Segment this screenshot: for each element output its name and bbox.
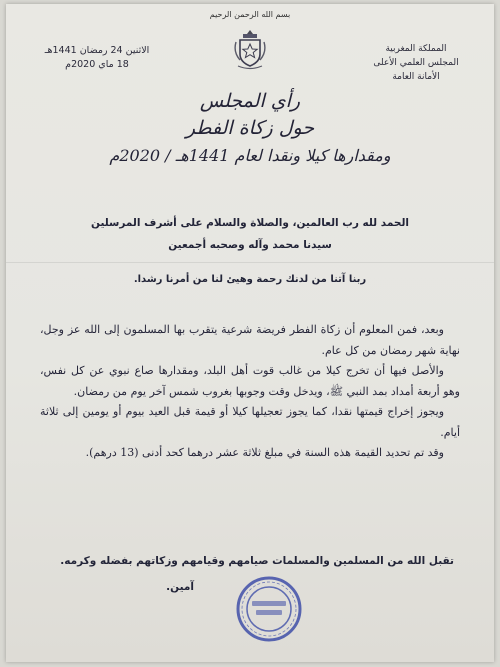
praise-line-2: سيدنا محمد وآله وصحبه أجمعين: [168, 239, 332, 251]
moroccan-emblem-icon: [232, 28, 268, 72]
document-body: [40, 320, 460, 464]
document-date: [32, 44, 162, 72]
basmala: بسم الله الرحمن الرحيم: [209, 10, 291, 19]
closing-amen: آمين.: [166, 581, 194, 593]
opening-praise: [6, 212, 494, 256]
paper-fold-line: [6, 262, 494, 263]
org-line-country: المملكة المغربية: [385, 44, 447, 54]
paragraph-cash: ويجوز إخراج قيمتها نقدا، كما يجوز تعجيلها كيلا أو قيمة قبل العيد بيوم أو يومين إلى ثلاثة أيام.: [40, 405, 460, 439]
document-title: [6, 90, 494, 180]
opening-supplication: ربنا آتنا من لدنك رحمة وهيئ لنا من أمرنا رشدا.: [133, 274, 367, 285]
official-stamp-icon: [234, 574, 304, 644]
praise-line-1: الحمد لله رب العالمين، والصلاة والسلام على أشرف المرسلين: [91, 217, 409, 229]
title-line-amount: ومقدارها كيلا ونقدا لعام 1441هـ / 2020م: [109, 146, 391, 165]
organization-header: [356, 42, 476, 84]
document-page: [6, 4, 494, 662]
date-hijri: الاثنين 24 رمضان 1441هـ: [44, 45, 150, 56]
paragraph-rule: والأصل فيها أن تخرج كيلا من غالب قوت أهل البلد، ومقدارها صاع نبوي عن كل نفس، وهو أربعة أمداد بمد النبي ﷺ، ويدخل وقت وجوبها بغروب شمس آخر يوم من رمضان.: [40, 364, 460, 398]
paragraph-intro: وبعد، فمن المعلوم أن زكاة الفطر فريضة شرعية يتقرب بها المسلمون إلى الله عز وجل، نهاية شهر رمضان من كل عام.: [40, 323, 460, 357]
paragraph-amount: وقد تم تحديد القيمة هذه السنة في مبلغ ثلاثة عشر درهما كحد أدنى (13 درهم).: [85, 446, 444, 459]
org-line-council: المجلس العلمي الأعلى: [373, 58, 459, 68]
closing-line: تقبل الله من المسلمين والمسلمات صيامهم وقيامهم وزكاتهم بفضله وكرمه.: [60, 555, 454, 567]
title-line-opinion: رأي المجلس: [199, 90, 301, 112]
org-line-secretariat: الأمانة العامة: [392, 72, 440, 82]
title-line-subject: حول زكاة الفطر: [185, 117, 315, 139]
date-gregorian: 18 ماي 2020م: [65, 59, 129, 70]
